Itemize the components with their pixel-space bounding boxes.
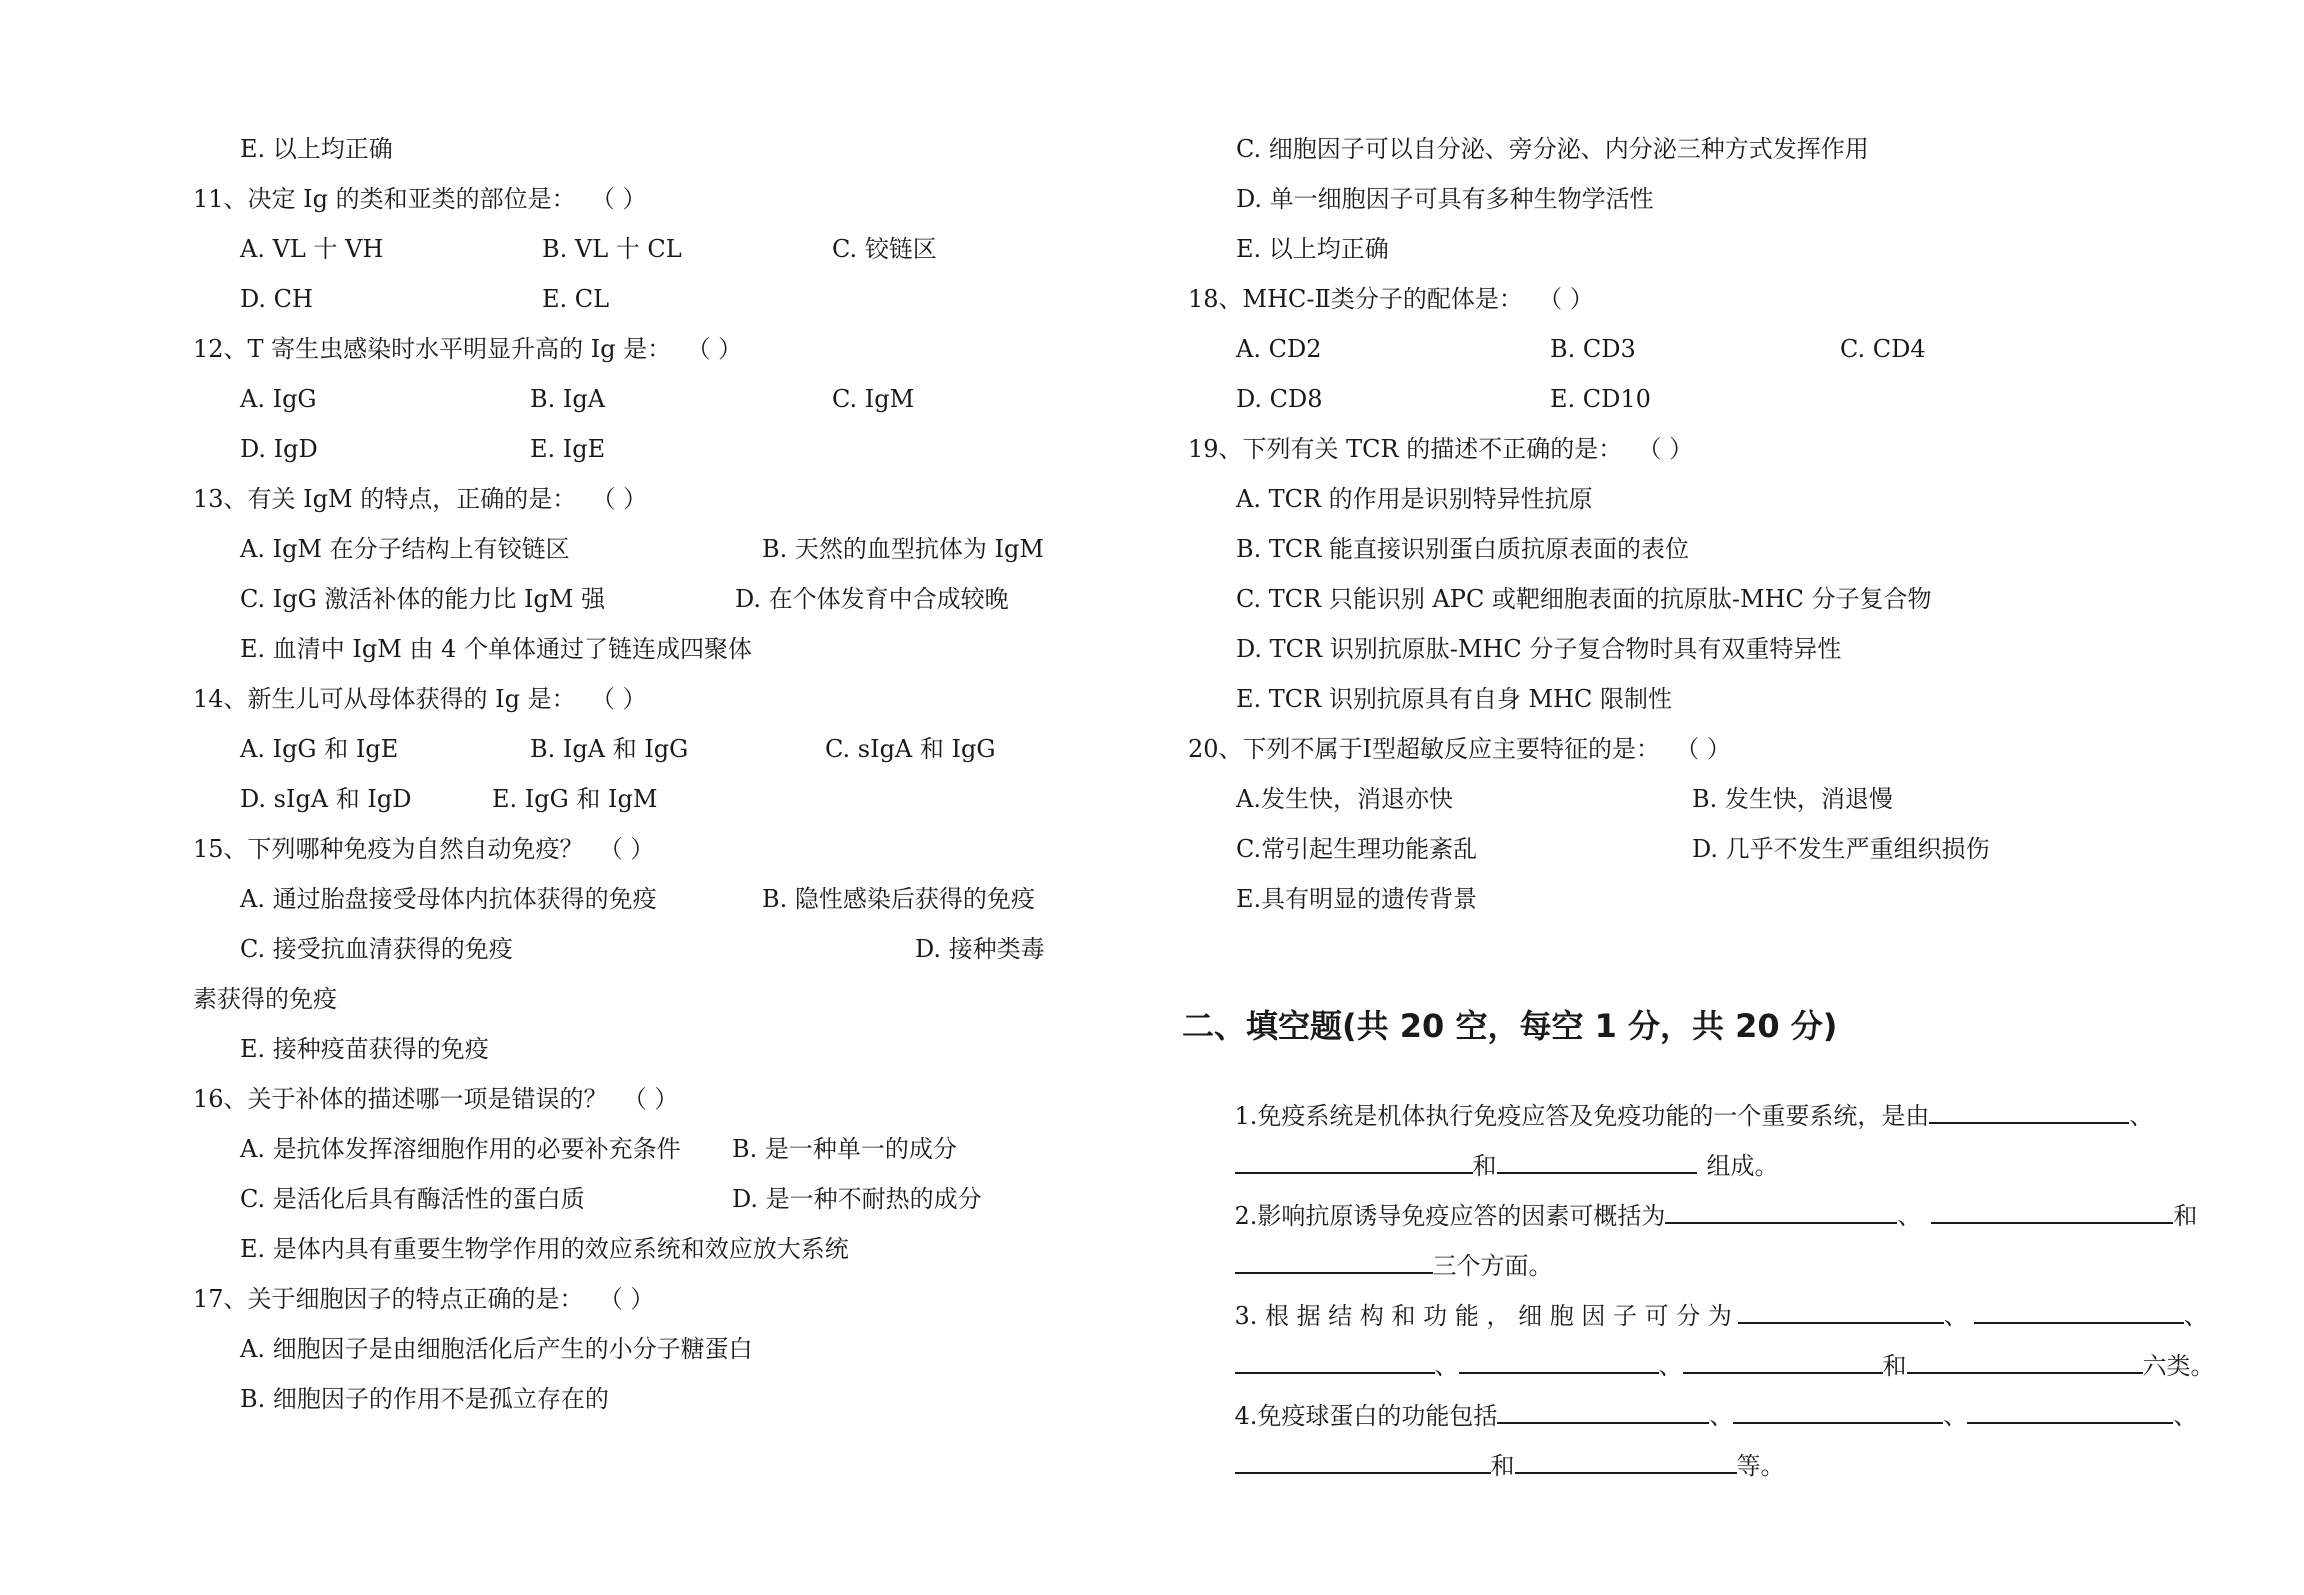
q18-option-e: E. CD10	[1550, 385, 1651, 413]
q11-stem: 11、决定 Ig 的类和亚类的部位是： （ ）	[193, 185, 647, 213]
q13-option-d: D. 在个体发育中合成较晚	[735, 585, 1009, 613]
q16-option-d: D. 是一种不耐热的成分	[732, 1185, 982, 1213]
q16-option-e: E. 是体内具有重要生物学作用的效应系统和效应放大系统	[240, 1235, 849, 1263]
q16-option-a: A. 是抗体发挥溶细胞作用的必要补充条件	[240, 1135, 681, 1163]
q15-option-a: A. 通过胎盘接受母体内抗体获得的免疫	[240, 885, 657, 913]
section-2-title: 二、填空题(共 20 空，每空 1 分，共 20 分)	[1182, 1007, 1838, 1045]
fill-2-and: 和	[2173, 1202, 2198, 1230]
q12-option-e: E. IgE	[530, 435, 606, 463]
q15-option-d-part2: 素获得的免疫	[193, 985, 337, 1013]
fill-1-text: 1.免疫系统是机体执行免疫应答及免疫功能的一个重要系统，是由	[1234, 1102, 1930, 1130]
q15-option-c: C. 接受抗血清获得的免疫	[240, 935, 513, 963]
q14-option-e: E. IgG 和 IgM	[492, 785, 658, 813]
fill-2-end: 三个方面。	[1432, 1252, 1553, 1280]
q17-option-b: B. 细胞因子的作用不是孤立存在的	[240, 1385, 609, 1413]
fill-3-separator-4: 、	[1658, 1352, 1683, 1380]
fill-4-text: 4.免疫球蛋白的功能包括	[1234, 1402, 1498, 1430]
q11-option-e: E. CL	[542, 285, 610, 313]
fill-1-separator: 、	[2129, 1102, 2154, 1130]
fill-4-blank-4[interactable]	[1235, 1450, 1491, 1474]
q19-stem: 19、下列有关 TCR 的描述不正确的是： （ ）	[1188, 435, 1694, 463]
q19-option-d: D. TCR 识别抗原肽-MHC 分子复合物时具有双重特异性	[1236, 635, 1842, 663]
q12-option-b: B. IgA	[530, 385, 606, 413]
q18-option-b: B. CD3	[1550, 335, 1636, 363]
q18-option-d: D. CD8	[1236, 385, 1323, 413]
q11-option-d: D. CH	[240, 285, 313, 313]
q13-option-c: C. IgG 激活补体的能力比 IgM 强	[240, 585, 606, 613]
q18-stem: 18、MHC-Ⅱ类分子的配体是： （ ）	[1188, 285, 1594, 313]
fill-3-separator-3: 、	[1434, 1352, 1459, 1380]
fill-3-and: 和	[1882, 1352, 1907, 1380]
q17-stem: 17、关于细胞因子的特点正确的是： （ ）	[193, 1285, 655, 1313]
fill-4-end: 等。	[1736, 1452, 1785, 1480]
q19-option-e: E. TCR 识别抗原具有自身 MHC 限制性	[1236, 685, 1672, 713]
q14-option-b: B. IgA 和 IgG	[530, 735, 689, 763]
q14-option-d: D. sIgA 和 IgD	[240, 785, 412, 813]
q17-option-c: C. 细胞因子可以自分泌、旁分泌、内分泌三种方式发挥作用	[1236, 135, 1869, 163]
fill-2-text: 2.影响抗原诱导免疫应答的因素可概括为	[1234, 1202, 1666, 1230]
fill-4-separator-1: 、	[1709, 1402, 1734, 1430]
q16-option-b: B. 是一种单一的成分	[732, 1135, 957, 1163]
q20-option-a: A.发生快，消退亦快	[1236, 785, 1453, 813]
q19-option-b: B. TCR 能直接识别蛋白质抗原表面的表位	[1236, 535, 1689, 563]
fill-4-line-2	[1204, 1420, 1785, 1511]
fill-2-separator: 、	[1897, 1202, 1922, 1230]
q20-option-d: D. 几乎不发生严重组织损伤	[1692, 835, 1990, 863]
fill-1-end: 组成。	[1706, 1152, 1779, 1180]
q10-option-e: E. 以上均正确	[240, 135, 393, 163]
q13-stem: 13、有关 IgM 的特点，正确的是： （ ）	[193, 485, 648, 513]
q19-option-c: C. TCR 只能识别 APC 或靶细胞表面的抗原肽-MHC 分子复合物	[1236, 585, 1932, 613]
q15-option-e: E. 接种疫苗获得的免疫	[240, 1035, 489, 1063]
q15-option-d-part1: D. 接种类毒	[915, 935, 1045, 963]
q20-option-b: B. 发生快，消退慢	[1692, 785, 1893, 813]
fill-4-blank-3[interactable]	[1967, 1400, 2173, 1424]
fill-4-separator-2: 、	[1943, 1402, 1968, 1430]
q14-stem: 14、新生儿可从母体获得的 Ig 是： （ ）	[193, 685, 647, 713]
fill-4-and: 和	[1490, 1452, 1515, 1480]
q13-option-a: A. IgM 在分子结构上有铰链区	[240, 535, 570, 563]
q11-option-a: A. VL 十 VH	[240, 235, 384, 263]
fill-4-separator-3: 、	[2173, 1402, 2198, 1430]
q16-option-c: C. 是活化后具有酶活性的蛋白质	[240, 1185, 585, 1213]
q15-option-b: B. 隐性感染后获得的免疫	[762, 885, 1035, 913]
fill-2-blank-1[interactable]	[1665, 1200, 1897, 1224]
fill-4-blank-5[interactable]	[1515, 1450, 1737, 1474]
q16-stem: 16、关于补体的描述哪一项是错误的？ （ ）	[193, 1085, 679, 1113]
fill-3-text: 3. 根 据 结 构 和 功 能 ， 细 胞 因 子 可 分 为	[1234, 1302, 1732, 1330]
q11-option-c: C. 铰链区	[832, 235, 937, 263]
q14-option-a: A. IgG 和 IgE	[240, 735, 399, 763]
fill-3-separator-2: 、	[2183, 1302, 2208, 1330]
q18-option-c: C. CD4	[1840, 335, 1926, 363]
fill-1-blank-1[interactable]	[1929, 1100, 2129, 1124]
q17-option-d: D. 单一细胞因子可具有多种生物学活性	[1236, 185, 1654, 213]
q14-option-c: C. sIgA 和 IgG	[825, 735, 996, 763]
q20-option-e: E.具有明显的遗传背景	[1236, 885, 1478, 913]
q19-option-a: A. TCR 的作用是识别特异性抗原	[1236, 485, 1593, 513]
q17-option-a: A. 细胞因子是由细胞活化后产生的小分子糖蛋白	[240, 1335, 753, 1363]
fill-3-end: 六类。	[2142, 1352, 2215, 1380]
q12-option-d: D. IgD	[240, 435, 318, 463]
q20-stem: 20、下列不属于Ⅰ型超敏反应主要特征的是： （ ）	[1188, 735, 1731, 763]
q12-option-c: C. IgM	[832, 385, 915, 413]
q15-stem: 15、下列哪种免疫为自然自动免疫？ （ ）	[193, 835, 655, 863]
q13-option-b: B. 天然的血型抗体为 IgM	[762, 535, 1044, 563]
fill-2-blank-2[interactable]	[1931, 1200, 2173, 1224]
q11-option-b: B. VL 十 CL	[542, 235, 682, 263]
fill-1-and: 和	[1472, 1152, 1497, 1180]
q20-option-c: C.常引起生理功能紊乱	[1236, 835, 1478, 863]
fill-3-separator-1: 、	[1943, 1302, 1968, 1330]
q13-option-e: E. 血清中 IgM 由 4 个单体通过了链连成四聚体	[240, 635, 752, 663]
q18-option-a: A. CD2	[1236, 335, 1322, 363]
q17-option-e: E. 以上均正确	[1236, 235, 1389, 263]
q12-stem: 12、T 寄生虫感染时水平明显升高的 Ig 是： （ ）	[193, 335, 743, 363]
q12-option-a: A. IgG	[240, 385, 317, 413]
